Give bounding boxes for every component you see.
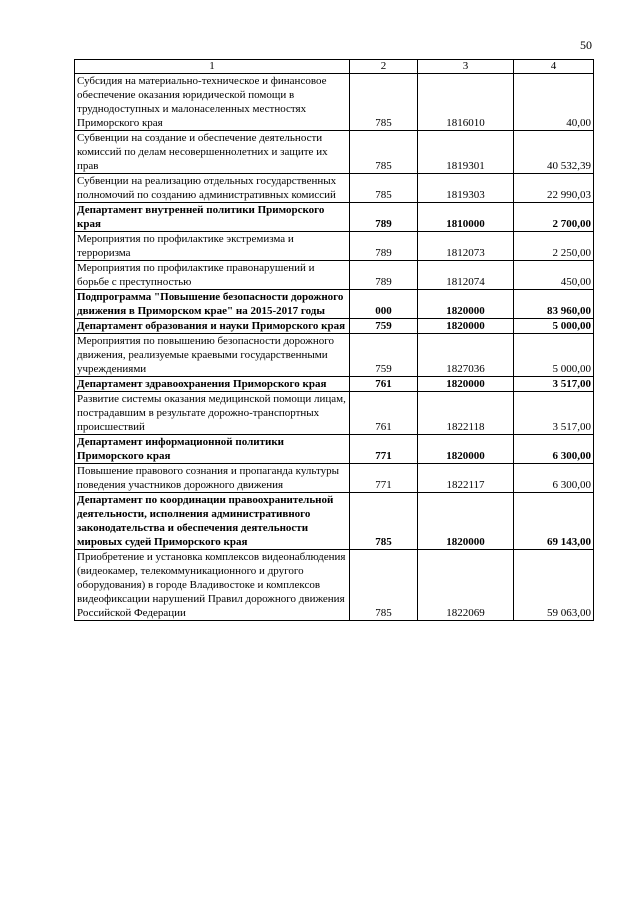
row-target-cell: 1812073 bbox=[418, 232, 514, 261]
row-amount-cell: 3 517,00 bbox=[514, 377, 594, 392]
table-row bbox=[75, 550, 594, 621]
table-row bbox=[75, 131, 594, 174]
row-amount-cell: 69 143,00 bbox=[514, 493, 594, 550]
table-row bbox=[75, 435, 594, 464]
row-code-cell: 789 bbox=[350, 232, 418, 261]
row-amount-cell: 3 517,00 bbox=[514, 392, 594, 435]
row-target-cell: 1820000 bbox=[418, 290, 514, 319]
row-name-cell: Мероприятия по профилактике правонарушений и борьбе с преступностью bbox=[75, 261, 350, 290]
row-amount-cell: 6 300,00 bbox=[514, 435, 594, 464]
row-name-cell: Субвенции на реализацию отдельных государственных полномочий по созданию административных комиссий bbox=[75, 174, 350, 203]
row-target-cell: 1822117 bbox=[418, 464, 514, 493]
table-row bbox=[75, 203, 594, 232]
row-target-cell: 1819303 bbox=[418, 174, 514, 203]
row-code-cell: 761 bbox=[350, 392, 418, 435]
table-row bbox=[75, 319, 594, 334]
column-header-2: 2 bbox=[350, 60, 418, 74]
row-code-cell: 771 bbox=[350, 435, 418, 464]
row-name-cell: Развитие системы оказания медицинской помощи лицам, пострадавшим в результате дорожно-транспортных происшествий bbox=[75, 392, 350, 435]
row-code-cell: 785 bbox=[350, 131, 418, 174]
table-body bbox=[75, 74, 594, 621]
row-name-cell: Субвенции на создание и обеспечение деятельности комиссий по делам несовершеннолетних и защите их прав bbox=[75, 131, 350, 174]
table-row bbox=[75, 464, 594, 493]
row-amount-cell: 6 300,00 bbox=[514, 464, 594, 493]
table-row bbox=[75, 74, 594, 131]
row-code-cell: 759 bbox=[350, 319, 418, 334]
row-name-cell: Департамент внутренней политики Приморского края bbox=[75, 203, 350, 232]
row-name-cell: Повышение правового сознания и пропаганда культуры поведения участников дорожного движения bbox=[75, 464, 350, 493]
page-number: 50 bbox=[580, 38, 592, 52]
row-target-cell: 1827036 bbox=[418, 334, 514, 377]
row-target-cell: 1820000 bbox=[418, 493, 514, 550]
row-amount-cell: 22 990,03 bbox=[514, 174, 594, 203]
column-header-4: 4 bbox=[514, 60, 594, 74]
row-code-cell: 785 bbox=[350, 74, 418, 131]
row-code-cell: 771 bbox=[350, 464, 418, 493]
row-amount-cell: 83 960,00 bbox=[514, 290, 594, 319]
row-amount-cell: 5 000,00 bbox=[514, 319, 594, 334]
column-header-1: 1 bbox=[75, 60, 350, 74]
row-code-cell: 785 bbox=[350, 174, 418, 203]
row-amount-cell: 40 532,39 bbox=[514, 131, 594, 174]
row-name-cell: Департамент образования и науки Приморского края bbox=[75, 319, 350, 334]
row-amount-cell: 5 000,00 bbox=[514, 334, 594, 377]
row-code-cell: 785 bbox=[350, 493, 418, 550]
row-name-cell: Департамент информационной политики Приморского края bbox=[75, 435, 350, 464]
row-target-cell: 1820000 bbox=[418, 435, 514, 464]
table-row bbox=[75, 232, 594, 261]
row-code-cell: 761 bbox=[350, 377, 418, 392]
row-name-cell: Департамент здравоохранения Приморского края bbox=[75, 377, 350, 392]
row-target-cell: 1810000 bbox=[418, 203, 514, 232]
row-amount-cell: 2 700,00 bbox=[514, 203, 594, 232]
table-row bbox=[75, 493, 594, 550]
table-row bbox=[75, 290, 594, 319]
table-row bbox=[75, 377, 594, 392]
row-name-cell: Приобретение и установка комплексов видеонаблюдения (видеокамер, телекоммуникационного и другого оборудования) в городе Владивостоке и комплексов видеофиксации нарушений Правил дорожного движения Российской Федерации bbox=[75, 550, 350, 621]
row-target-cell: 1819301 bbox=[418, 131, 514, 174]
row-name-cell: Субсидия на материально-техническое и финансовое обеспечение оказания юридической помощи в труднодоступных и малонаселенных местностях Приморского края bbox=[75, 74, 350, 131]
row-target-cell: 1822069 bbox=[418, 550, 514, 621]
table-row bbox=[75, 174, 594, 203]
row-name-cell: Мероприятия по профилактике экстремизма и терроризма bbox=[75, 232, 350, 261]
row-code-cell: 759 bbox=[350, 334, 418, 377]
row-code-cell: 789 bbox=[350, 203, 418, 232]
row-amount-cell: 2 250,00 bbox=[514, 232, 594, 261]
row-target-cell: 1812074 bbox=[418, 261, 514, 290]
row-target-cell: 1816010 bbox=[418, 74, 514, 131]
budget-table bbox=[74, 59, 594, 621]
row-name-cell: Подпрограмма "Повышение безопасности дорожного движения в Приморском крае" на 2015-2017 годы bbox=[75, 290, 350, 319]
row-name-cell: Департамент по координации правоохранительной деятельности, исполнения административного законодательства и обеспечения деятельности мировых судей Приморского края bbox=[75, 493, 350, 550]
table-row bbox=[75, 261, 594, 290]
row-target-cell: 1820000 bbox=[418, 377, 514, 392]
row-name-cell: Мероприятия по повышению безопасности дорожного движения, реализуемые краевыми государственными учреждениями bbox=[75, 334, 350, 377]
row-target-cell: 1822118 bbox=[418, 392, 514, 435]
row-code-cell: 789 bbox=[350, 261, 418, 290]
row-amount-cell: 59 063,00 bbox=[514, 550, 594, 621]
row-target-cell: 1820000 bbox=[418, 319, 514, 334]
row-code-cell: 000 bbox=[350, 290, 418, 319]
row-amount-cell: 450,00 bbox=[514, 261, 594, 290]
table-row bbox=[75, 392, 594, 435]
table-row bbox=[75, 334, 594, 377]
table-header-row bbox=[75, 60, 594, 74]
column-header-3: 3 bbox=[418, 60, 514, 74]
row-amount-cell: 40,00 bbox=[514, 74, 594, 131]
row-code-cell: 785 bbox=[350, 550, 418, 621]
